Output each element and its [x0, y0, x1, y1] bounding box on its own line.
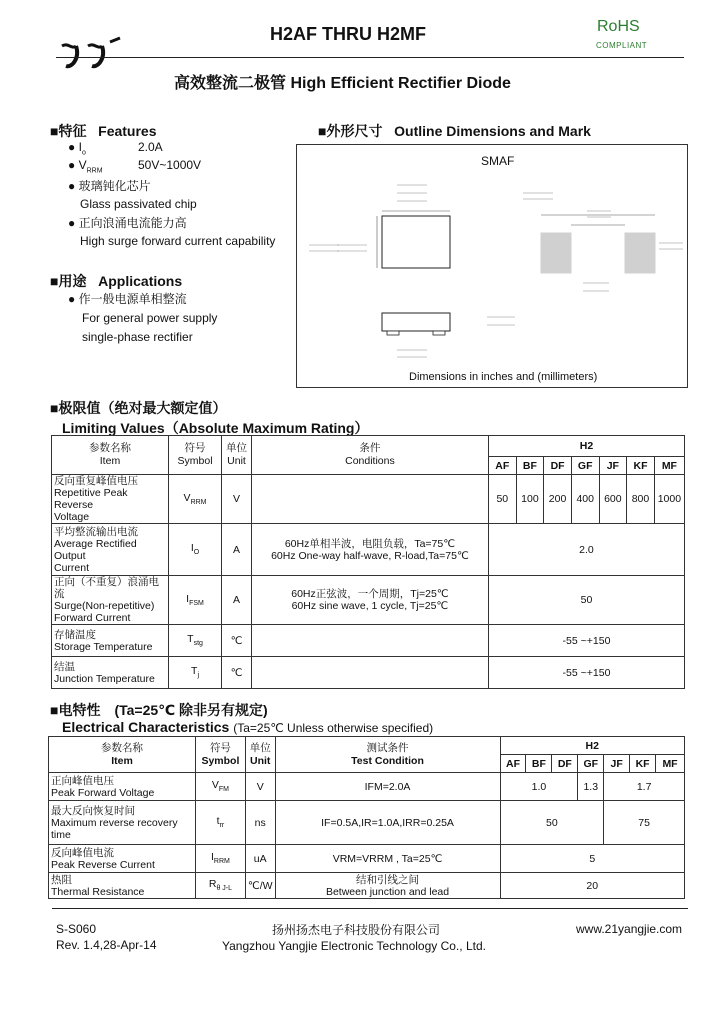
- lim-row2-en2: Current: [54, 561, 90, 574]
- vrrm-symbol: V: [78, 158, 87, 172]
- lim-part-df: DF: [544, 457, 572, 475]
- lim-head-cond-en: Conditions: [345, 455, 395, 467]
- lim-row2-cond1: 60Hz单相半波，电阻负载，Ta=75℃: [284, 537, 456, 550]
- lim-head-sym-en: Symbol: [177, 455, 213, 467]
- lim-row1-unit: V: [222, 475, 252, 524]
- el-row4-item: [49, 873, 196, 899]
- applications-cn: 作一般电源单相整流: [78, 292, 187, 306]
- io-symbol: I: [78, 140, 82, 154]
- lim-row3-en1: Surge(Non-repetitive): [54, 600, 155, 612]
- subtitle-cn: 高效整流二极管: [174, 75, 287, 92]
- lim-head-unit: [222, 436, 252, 475]
- applications-title-cn: ■用途: [50, 273, 87, 289]
- electrical-title-en: Electrical Characteristics: [62, 719, 230, 735]
- footer-revision: Rev. 1.4,28-Apr-14: [56, 938, 157, 952]
- el-row1-symbol: [195, 773, 245, 801]
- el-row3-sub: RRM: [213, 858, 230, 866]
- el-head-unit-en: Unit: [250, 754, 271, 767]
- lim-row3-en2: Forward Current: [54, 612, 131, 624]
- page-subtitle: [174, 70, 511, 93]
- table-row: [52, 475, 685, 524]
- electrical-heading-cn: ■电特性 (Ta=25℃ 除非另有规定): [50, 702, 268, 718]
- electrical-title-note: (Ta=25℃ Unless otherwise specified): [233, 721, 434, 735]
- rohs-compliant: COMPLIANT: [596, 41, 648, 50]
- limiting-heading-en: Limiting Values（Absolute Maximum Rating）: [62, 420, 369, 436]
- lim-head-item-cn: 参数名称: [88, 442, 131, 454]
- lim-row2-cond2: 60Hz One-way half-wave, R-load,Ta=75℃: [271, 549, 469, 562]
- lim-row5-sub: j: [197, 672, 200, 680]
- lim-head-item-en: Item: [99, 455, 121, 467]
- el-head-item-en: Item: [111, 754, 133, 767]
- lim-row5-item: [52, 657, 169, 689]
- lim-row4-sub: stg: [193, 640, 203, 648]
- lim-part-kf: KF: [627, 457, 655, 475]
- lim-row1-en1: Repetitive Peak Reverse: [54, 487, 128, 511]
- el-row4-unit: ℃/W: [245, 873, 275, 899]
- package-outline-drawing: [297, 145, 687, 387]
- lim-head-group: H2: [488, 436, 684, 457]
- page-title: H2AF THRU H2MF: [270, 24, 426, 44]
- vrrm-sub: RRM: [86, 167, 103, 175]
- lim-row5-value: -55 ~+150: [488, 657, 684, 689]
- features-title-cn: ■特征: [50, 123, 87, 139]
- el-row4-symbol: [195, 873, 245, 899]
- el-head-sym-en: Symbol: [201, 754, 240, 767]
- lim-row2-item: [52, 524, 169, 576]
- applications-text: ● 作一般电源单相整流 For general power supply single-phase rectifier: [68, 292, 218, 344]
- features-heading: [50, 121, 157, 141]
- outline-title-cn: ■外形尺寸: [318, 123, 383, 139]
- electrical-header-row: [49, 737, 685, 755]
- el-part-af: AF: [500, 755, 526, 773]
- lim-row5-cond: [251, 657, 488, 689]
- el-row2-en2: time: [51, 828, 71, 841]
- feature-bullet-2: ● 正向浪涌电流能力高 High surge forward current capability: [68, 216, 276, 248]
- el-part-df: DF: [552, 755, 578, 773]
- outline-drawing-box: [296, 144, 688, 388]
- el-row2-v2: 75: [604, 801, 685, 845]
- el-part-kf: KF: [630, 755, 656, 773]
- el-row1-sym: V: [211, 779, 219, 792]
- lim-row1-en2: Voltage: [54, 511, 90, 523]
- pad-left: [541, 233, 571, 273]
- applications-en2: single-phase rectifier: [82, 330, 193, 344]
- lim-row4-cond: [251, 625, 488, 657]
- el-row2-symbol: [195, 801, 245, 845]
- applications-en1: For general power supply: [82, 311, 218, 325]
- el-head-sym-cn: 符号: [209, 741, 231, 754]
- el-row3-value: 5: [500, 845, 684, 873]
- el-row2-v1: 50: [500, 801, 604, 845]
- subtitle-en: High Efficient Rectifier Diode: [290, 75, 511, 92]
- footer-company-en: Yangzhou Yangjie Electronic Technology Co., Ltd.: [222, 939, 486, 953]
- lim-row2-unit: A: [222, 524, 252, 576]
- electrical-characteristics-table: [48, 736, 685, 899]
- el-row3-unit: uA: [245, 845, 275, 873]
- lim-row1-v-af: 50: [488, 475, 516, 524]
- lim-row2-en1: Average Rectified Output: [54, 537, 137, 562]
- lim-row2-sym: I: [190, 542, 194, 555]
- el-row3-en1: Peak Reverse Current: [51, 858, 155, 871]
- lim-row3-sym: I: [186, 592, 190, 605]
- el-row2-unit: ns: [245, 801, 275, 845]
- el-row1-sub: FM: [218, 786, 229, 794]
- feature-bullet-1: ● 玻璃钝化芯片 Glass passivated chip: [68, 179, 197, 211]
- el-row3-sym: I: [211, 851, 214, 864]
- lim-row2-cond: [251, 524, 488, 576]
- lim-row1-sym: V: [183, 491, 191, 504]
- header-rule: [56, 57, 684, 58]
- el-row1-cond: IFM=2.0A: [275, 773, 500, 801]
- bullet-1-en: Glass passivated chip: [80, 197, 197, 211]
- lim-part-mf: MF: [654, 457, 684, 475]
- lim-row1-item: [52, 475, 169, 524]
- lim-row1-v-jf: 600: [599, 475, 627, 524]
- lim-head-conditions: [251, 436, 488, 475]
- lim-row1-sub: RRM: [190, 499, 207, 507]
- features-title-en: Features: [98, 123, 157, 139]
- table-row: [52, 625, 685, 657]
- lim-row1-v-df: 200: [544, 475, 572, 524]
- yj-logo-icon: [58, 36, 126, 72]
- el-row1-v2: 1.3: [578, 773, 604, 801]
- top-view-body: [382, 216, 450, 268]
- lim-head-unit-en: Unit: [227, 455, 246, 467]
- el-head-item: [49, 737, 196, 773]
- lim-row4-value: -55 ~+150: [488, 625, 684, 657]
- lim-row3-cond1: 60Hz正弦波，一个周期，Tj=25℃: [291, 588, 449, 600]
- lim-row1-v-mf: 1000: [654, 475, 684, 524]
- lim-part-af: AF: [488, 457, 516, 475]
- el-row3-item: [49, 845, 196, 873]
- table-row: [52, 524, 685, 576]
- el-row2-item: [49, 801, 196, 845]
- table-row: [49, 773, 685, 801]
- el-row3-cond: VRM=VRRM , Ta=25℃: [275, 845, 500, 873]
- el-row1-v1: 1.0: [500, 773, 578, 801]
- io-sub: o: [81, 149, 86, 157]
- el-row2-cn: 最大反向恢复时间: [51, 804, 135, 817]
- el-row2-cond: IF=0.5A,IR=1.0A,IRR=0.25A: [275, 801, 500, 845]
- lim-row5-unit: ℃: [222, 657, 252, 689]
- el-head-unit: [245, 737, 275, 773]
- electrical-heading-en: [62, 719, 433, 735]
- lim-head-sym-cn: 符号: [184, 442, 206, 454]
- lim-row1-v-bf: 100: [516, 475, 544, 524]
- table-row: [49, 873, 685, 899]
- lim-row3-item: [52, 576, 169, 625]
- feature-vrrm: ● $V_{RRM}$ 50V~1000V: [68, 158, 202, 175]
- lim-row5-symbol: [168, 657, 221, 689]
- table-row: [52, 576, 685, 625]
- el-row1-en1: Peak Forward Voltage: [51, 786, 155, 799]
- el-row2-en1: Maximum reverse recovery: [51, 816, 178, 829]
- lim-row4-sym: T: [187, 633, 194, 646]
- applications-title-en: Applications: [98, 273, 183, 289]
- el-part-gf: GF: [578, 755, 604, 773]
- lim-row3-symbol: [168, 576, 221, 625]
- limiting-values-table: [51, 435, 685, 689]
- footer-doc-id: S-S060: [56, 922, 97, 936]
- el-head-cond-cn: 测试条件: [366, 741, 409, 754]
- footer-rule: [52, 908, 688, 909]
- table-row: [49, 801, 685, 845]
- rohs-mark: RoHS: [597, 18, 640, 35]
- el-row2-sub: rr: [219, 822, 225, 830]
- lim-row4-en1: Storage Temperature: [54, 640, 153, 653]
- lim-row1-v-gf: 400: [571, 475, 599, 524]
- lim-row2-cn: 平均整流输出电流: [54, 525, 138, 538]
- lim-head-cond-cn: 条件: [359, 442, 381, 454]
- el-row1-item: [49, 773, 196, 801]
- el-row4-sym: R: [208, 878, 217, 891]
- io-value: 2.0A: [138, 140, 163, 154]
- logo: [58, 36, 126, 72]
- el-row3-cn: 反向峰值电流: [51, 846, 114, 859]
- el-row4-cond1: 结和引线之间: [356, 873, 420, 886]
- limiting-heading-cn: ■极限值（绝对最大额定值）: [50, 400, 227, 416]
- lim-part-jf: JF: [599, 457, 627, 475]
- feature-io: ● $I_o$ 2.0A: [68, 140, 163, 157]
- lim-row3-cond2: 60Hz sine wave, 1 cycle, Tj=25℃: [291, 600, 449, 612]
- lim-row1-cond: [251, 475, 488, 524]
- el-row4-cn: 热阻: [51, 873, 72, 886]
- lim-row4-cn: 存储温度: [54, 628, 96, 641]
- lim-row2-value: 2.0: [488, 524, 684, 576]
- lim-row5-cn: 结温: [54, 660, 75, 673]
- footer-website-link[interactable]: www.21yangjie.com: [576, 922, 683, 936]
- lim-head-symbol: [168, 436, 221, 475]
- package-name: SMAF: [481, 154, 515, 168]
- bullet-2-cn: 正向浪涌电流能力高: [78, 216, 187, 230]
- el-row4-cond2: Between junction and lead: [325, 885, 450, 898]
- pad-right: [625, 233, 655, 273]
- lim-head-unit-cn: 单位: [225, 442, 247, 454]
- footer-company-cn: 扬州扬杰电子科技股份有限公司: [272, 923, 441, 937]
- applications-heading: [50, 271, 182, 291]
- lim-row3-unit: A: [222, 576, 252, 625]
- limiting-header-row: [52, 436, 685, 457]
- lim-row4-item: [52, 625, 169, 657]
- table-row: [49, 845, 685, 873]
- el-row4-en1: Thermal Resistance: [51, 885, 145, 898]
- outline-caption: Dimensions in inches and (millimeters): [409, 371, 598, 383]
- el-part-mf: MF: [656, 755, 685, 773]
- lim-row2-sub: O: [193, 549, 200, 557]
- lim-part-gf: GF: [571, 457, 599, 475]
- el-head-cond-en: Test Condition: [351, 754, 424, 767]
- el-part-jf: JF: [604, 755, 630, 773]
- el-row4-sub: θ J-L: [216, 885, 233, 893]
- el-row4-cond: [275, 873, 500, 899]
- lim-row2-symbol: [168, 524, 221, 576]
- lim-row1-cn: 反向重复峰值电压: [54, 475, 138, 487]
- vrrm-value: 50V~1000V: [138, 158, 202, 172]
- el-row2-sym: t: [216, 815, 220, 828]
- lim-head-item: [52, 436, 169, 475]
- el-head-item-cn: 参数名称: [100, 741, 143, 754]
- el-head-conditions: [275, 737, 500, 773]
- el-row4-value: 20: [500, 873, 684, 899]
- lim-part-bf: BF: [516, 457, 544, 475]
- lim-row1-symbol: [168, 475, 221, 524]
- el-row1-cn: 正向峰值电压: [51, 774, 114, 787]
- bullet-1-cn: 玻璃钝化芯片: [78, 179, 151, 193]
- el-part-bf: BF: [526, 755, 552, 773]
- side-view-body: [382, 313, 450, 331]
- bullet-2-en: High surge forward current capability: [80, 234, 276, 248]
- lim-row3-value: 50: [488, 576, 684, 625]
- lim-row3-cond: [251, 576, 488, 625]
- lim-row3-cn: 正向（不重复）浪涌电流: [54, 576, 159, 600]
- lim-row4-symbol: [168, 625, 221, 657]
- lim-row5-en1: Junction Temperature: [54, 672, 155, 685]
- el-row1-v3: 1.7: [604, 773, 685, 801]
- lim-row1-v-kf: 800: [627, 475, 655, 524]
- lim-row3-sub: FSM: [189, 600, 204, 608]
- table-row: [52, 657, 685, 689]
- lim-row4-unit: ℃: [222, 625, 252, 657]
- el-head-group: H2: [500, 737, 684, 755]
- el-row1-unit: V: [245, 773, 275, 801]
- outline-title-en: Outline Dimensions and Mark: [394, 123, 591, 139]
- lim-row5-sym: T: [191, 665, 198, 678]
- el-head-unit-cn: 单位: [249, 741, 271, 754]
- outline-heading: [318, 121, 591, 141]
- el-head-symbol: [195, 737, 245, 773]
- el-row3-symbol: [195, 845, 245, 873]
